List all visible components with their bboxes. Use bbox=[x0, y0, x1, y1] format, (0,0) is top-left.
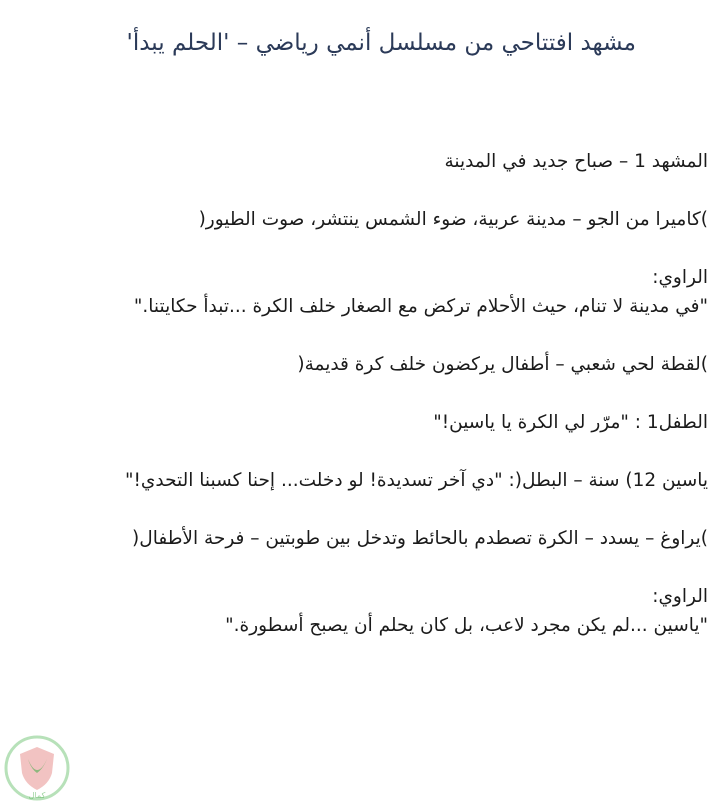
scene-heading: المشهد 1 – صباح جديد في المدينة bbox=[444, 151, 708, 172]
watermark-logo bbox=[2, 733, 72, 803]
blank-line bbox=[18, 495, 708, 524]
dialogue-line: "في مدينة لا تنام، حيث الأحلام تركض مع الصغار خلف الكرة ...تبدأ حكايتنا." bbox=[133, 296, 708, 317]
speaker-label: الراوي: bbox=[652, 267, 708, 288]
document-title: مشهد افتتاحي من مسلسل أنمي رياضي – 'الحلم يبدأ' bbox=[126, 30, 636, 56]
dialogue-line: الطفل1 : "مرّر لي الكرة يا ياسين!" bbox=[433, 412, 708, 433]
stage-direction: )لقطة لحي شعبي – أطفال يركضون خلف كرة قديمة( bbox=[297, 354, 708, 375]
dialogue-line: "ياسين ...لم يكن مجرد لاعب، بل كان يحلم أن يصبح أسطورة." bbox=[225, 615, 708, 636]
blank-line bbox=[18, 553, 708, 582]
stage-direction: )يراوغ – يسدد – الكرة تصطدم بالحائط وتدخل بين طوبتين – فرحة الأطفال( bbox=[132, 528, 708, 549]
leaf-shield-icon bbox=[2, 733, 72, 803]
blank-line bbox=[18, 321, 708, 350]
blank-line bbox=[18, 234, 708, 263]
watermark-text: كمال bbox=[28, 791, 46, 800]
dialogue-line: ياسين 12) سنة – البطل(: "دي آخر تسديدة! لو دخلت... إحنا كسبنا التحدي!" bbox=[124, 470, 708, 491]
document-body bbox=[18, 147, 708, 640]
stage-direction: )كاميرا من الجو – مدينة عربية، ضوء الشمس ينتشر، صوت الطيور( bbox=[198, 209, 708, 230]
blank-line bbox=[18, 437, 708, 466]
blank-line bbox=[18, 379, 708, 408]
blank-line bbox=[18, 176, 708, 205]
speaker-label: الراوي: bbox=[652, 586, 708, 607]
